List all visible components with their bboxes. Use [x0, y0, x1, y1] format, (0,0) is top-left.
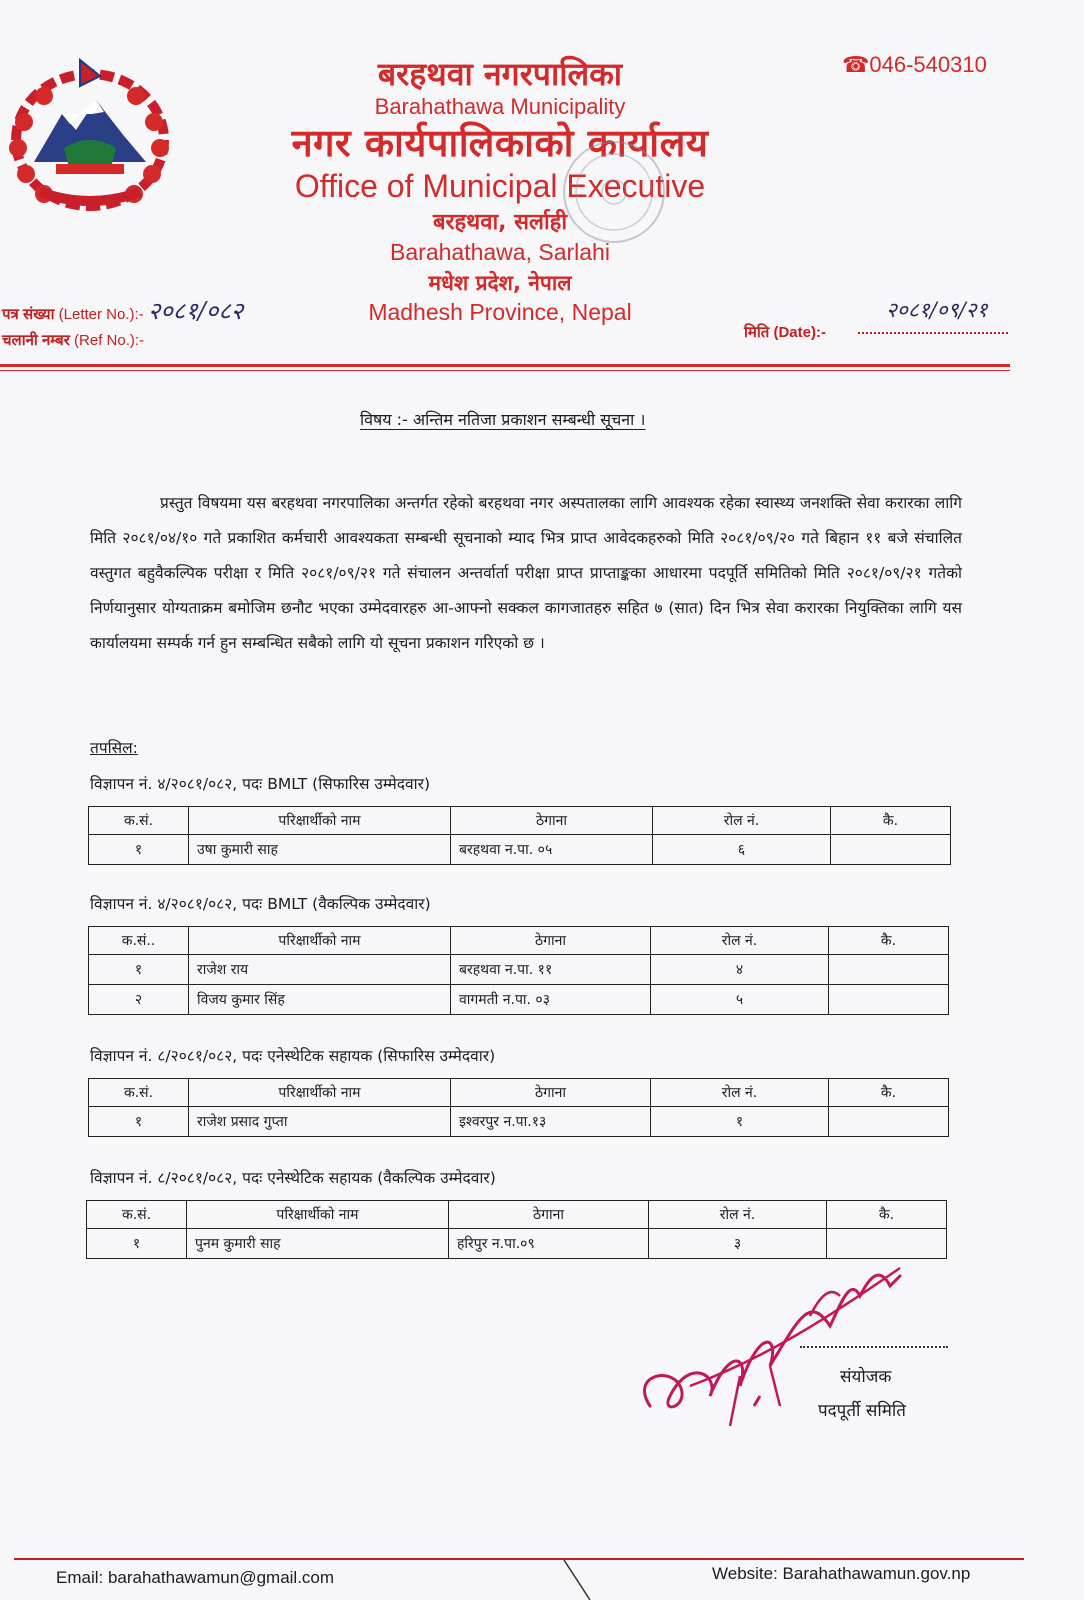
column-header: परिक्षार्थीको नाम [187, 1201, 449, 1229]
notice-body: प्रस्तुत विषयमा यस बरहथवा नगरपालिका अन्तर्गत रहेको बरहथवा नगर अस्पतालका लागि आवश्यक रहेका स्वास्थ्य जनशक्ति सेवा करारका लागि मिति २०८१/०४/१० गते प्रकाशित कर्मचारी आवश्यकता सम्बन्धी सूचनाको म्याद भित्र प्राप्त आवेदकहरुको मिति २०८१/०९/२० गते बिहान ११ बजे संचालित वस्तुगत बहुवैकल्पिक परीक्षा र मिति २०८१/०९/२१ गते संचालन अन्तर्वार्ता परीक्षा प्राप्त प्राप्ताङ्कका आधारमा पदपूर्ति समितिको मिति २०८१/०९/२१ गतेको निर्णयानुसार योग्यताक्रम बमोजिम छनौट भएका उम्मेदवारहरु आ-आफ्नो सक्कल कागजातहरु सहित ७ (सात) दिन भित्र सेवा करारका नियुक्तिका लागि यस कार्यालयमा सम्पर्क गर्न हुन सम्बन्धित सबैको लागि यो सूचना प्रकाशन गरिएको छ । [90, 494, 962, 652]
table-header-row [89, 927, 949, 955]
office-name-np: नगर कार्यपालिकाको कार्यालय [291, 121, 709, 165]
column-header: रोल नं. [649, 1201, 827, 1229]
column-header: क.सं.. [89, 927, 189, 955]
table-row [89, 955, 949, 985]
candidate-table [88, 1078, 949, 1137]
date-value: २०८१/०९/२१ [886, 298, 988, 322]
column-header: क.सं. [87, 1201, 187, 1229]
footer-email: Email: barahathawamun@gmail.com [56, 1568, 335, 1587]
phone-number: ☎046-540310 [842, 52, 987, 77]
column-header: रोल नं. [651, 1079, 829, 1107]
ref-no-row [2, 330, 144, 350]
serial-cell: १ [87, 1229, 187, 1259]
table-row [87, 1229, 947, 1259]
office-seal-stamp [558, 136, 670, 248]
letter-no-label-en: (Letter No.):- [58, 306, 144, 323]
address-cell: हरिपुर न.पा.०९ [449, 1229, 649, 1259]
letter-no-value: २०८१/०८२ [147, 297, 244, 325]
remarks-cell [829, 1107, 949, 1137]
column-header: कै. [829, 927, 949, 955]
column-header: कै. [829, 1079, 949, 1107]
place-en: Barahathawa, Sarlahi [390, 239, 610, 265]
column-header: क.सं. [89, 1079, 189, 1107]
column-header: ठेगाना [451, 927, 651, 955]
ref-no-label-en: (Ref No.):- [74, 332, 145, 349]
ref-no-label-np: चलानी नम्बर [2, 332, 70, 349]
table-header-row [87, 1201, 947, 1229]
column-header: कै. [827, 1201, 947, 1229]
column-header: रोल नं. [653, 807, 831, 835]
candidate-table [86, 1200, 947, 1259]
candidate-table [88, 806, 951, 865]
name-cell: उषा कुमारी साह [189, 835, 451, 865]
remarks-cell [827, 1229, 947, 1259]
letterhead [180, 54, 820, 326]
signature-dotted-line [800, 1346, 948, 1348]
footer-website: Website: Barahathawamun.gov.np [712, 1564, 971, 1583]
place-np: बरहथवा, सर्लाही [432, 210, 568, 235]
municipality-name-en: Barahathawa Municipality [374, 94, 626, 119]
name-cell: पुनम कुमारी साह [187, 1229, 449, 1259]
footer-divider [14, 1558, 1024, 1560]
table-row [89, 1107, 949, 1137]
column-header: क.सं. [89, 807, 189, 835]
pen-stroke-mark [560, 1560, 600, 1600]
remarks-cell [829, 955, 949, 985]
serial-cell: १ [89, 955, 189, 985]
column-header: ठेगाना [449, 1201, 649, 1229]
section-title: विज्ञापन नं. ४/२०८१/०८२, पदः BMLT (सिफारिस उम्मेदवार) [90, 775, 431, 793]
column-header: ठेगाना [451, 1079, 651, 1107]
column-header: रोल नं. [651, 927, 829, 955]
section-title: विज्ञापन नं. ८/२०८१/०८२, पदः एनेस्थेटिक सहायक (सिफारिस उम्मेदवार) [90, 1047, 496, 1065]
column-header: कै. [831, 807, 951, 835]
column-header: परिक्षार्थीको नाम [189, 927, 451, 955]
candidate-table [88, 926, 949, 1015]
table-row [89, 985, 949, 1015]
remarks-cell [829, 985, 949, 1015]
province-np: मधेश प्रदेश, नेपाल [428, 271, 572, 295]
date-dotted-line [858, 332, 1008, 334]
subject-line: विषय :- अन्तिम नतिजा प्रकाशन सम्बन्धी सूचना । [360, 410, 646, 429]
roll-cell: ६ [653, 835, 831, 865]
roll-cell: ४ [651, 955, 829, 985]
name-cell: राजेश प्रसाद गुप्ता [189, 1107, 451, 1137]
table-row [89, 835, 951, 865]
date-label: मिति (Date):- [744, 324, 826, 341]
name-cell: राजेश राय [189, 955, 451, 985]
letter-no-label-np: पत्र संख्या [2, 306, 55, 323]
province-en: Madhesh Province, Nepal [368, 299, 632, 325]
section-title: विज्ञापन नं. ८/२०८१/०८२, पदः एनेस्थेटिक सहायक (वैकल्पिक उम्मेदवार) [90, 1169, 496, 1187]
office-name-en: Office of Municipal Executive [294, 168, 706, 204]
column-header: परिक्षार्थीको नाम [189, 807, 451, 835]
column-header: परिक्षार्थीको नाम [189, 1079, 451, 1107]
address-cell: वागमती न.पा. ०३ [451, 985, 651, 1015]
table-header-row [89, 1079, 949, 1107]
serial-cell: १ [89, 1107, 189, 1137]
municipality-name-np: बरहथवा नगरपालिका [377, 55, 623, 93]
address-cell: इश्वरपुर न.पा.१३ [451, 1107, 651, 1137]
section-title: विज्ञापन नं. ४/२०८१/०८२, पदः BMLT (वैकल्पिक उम्मेदवार) [90, 895, 431, 913]
remarks-cell [831, 835, 951, 865]
header-divider-thin [0, 370, 1010, 371]
address-cell: बरहथवा न.पा. ०५ [451, 835, 653, 865]
name-cell: विजय कुमार सिंह [189, 985, 451, 1015]
column-header: ठेगाना [451, 807, 653, 835]
letter-no-row [2, 294, 243, 327]
nepal-emblem-icon [4, 52, 176, 214]
roll-cell: ५ [651, 985, 829, 1015]
signatory-title: संयोजक [840, 1367, 892, 1387]
serial-cell: १ [89, 835, 189, 865]
roll-cell: ३ [649, 1229, 827, 1259]
roll-cell: १ [651, 1107, 829, 1137]
serial-cell: २ [89, 985, 189, 1015]
details-heading: तपसिल: [90, 739, 138, 757]
table-header-row [89, 807, 951, 835]
signatory-org: पदपूर्ती समिति [818, 1401, 906, 1421]
header-divider [0, 364, 1010, 367]
address-cell: बरहथवा न.पा. ११ [451, 955, 651, 985]
